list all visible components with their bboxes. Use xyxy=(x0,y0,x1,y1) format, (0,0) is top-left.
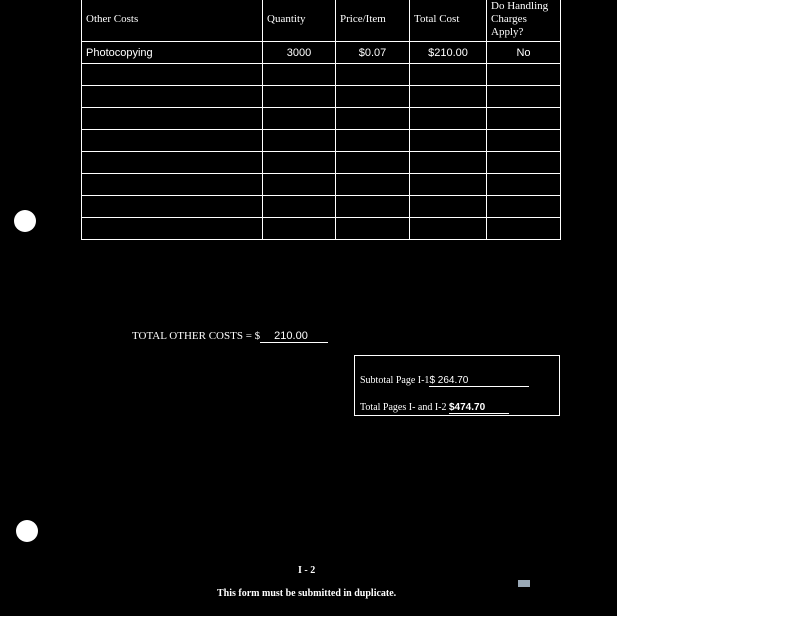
table-row xyxy=(82,152,561,174)
table-cell xyxy=(410,86,487,108)
table-cell xyxy=(336,130,410,152)
table-cell xyxy=(82,218,263,240)
table-cell xyxy=(487,152,561,174)
column-header: Total Cost xyxy=(410,0,487,42)
table-cell xyxy=(263,108,336,130)
table-cell xyxy=(410,108,487,130)
table-cell xyxy=(82,174,263,196)
column-header: Price/Item xyxy=(336,0,410,42)
column-header: Quantity xyxy=(263,0,336,42)
total-other-costs-value: 210.00 xyxy=(260,330,328,343)
table-cell xyxy=(410,174,487,196)
table-cell xyxy=(82,152,263,174)
total-pages-label: Total Pages I- and I-2 xyxy=(360,402,447,413)
summary-box xyxy=(354,355,560,416)
table-cell xyxy=(82,196,263,218)
table-cell xyxy=(336,174,410,196)
column-header: Do Handling Charges Apply? xyxy=(487,0,561,42)
table-cell xyxy=(82,130,263,152)
total-pages-value: $474.70 xyxy=(449,402,509,414)
table-cell xyxy=(410,152,487,174)
table-cell xyxy=(487,196,561,218)
table-cell xyxy=(410,196,487,218)
table-cell xyxy=(263,196,336,218)
total-other-costs-label: TOTAL OTHER COSTS = $ xyxy=(132,330,261,342)
table-cell xyxy=(263,130,336,152)
page-number: I - 2 xyxy=(298,565,316,576)
table-row xyxy=(82,218,561,240)
table-cell xyxy=(263,174,336,196)
table-row xyxy=(82,196,561,218)
table-cell xyxy=(263,64,336,86)
table-cell: Photocopying xyxy=(82,42,263,64)
table-cell: $210.00 xyxy=(410,42,487,64)
table-cell xyxy=(263,218,336,240)
table-cell: 3000 xyxy=(263,42,336,64)
table-cell xyxy=(263,86,336,108)
table-cell xyxy=(336,64,410,86)
table-cell xyxy=(487,174,561,196)
table-cell xyxy=(82,108,263,130)
table-row xyxy=(82,42,561,64)
total-pages-line xyxy=(360,402,509,414)
table-row xyxy=(82,174,561,196)
table-cell xyxy=(336,218,410,240)
table-cell xyxy=(487,130,561,152)
table-cell xyxy=(336,86,410,108)
table-row xyxy=(82,130,561,152)
binder-hole xyxy=(14,210,36,232)
subtotal-line xyxy=(360,375,529,387)
scan-mark xyxy=(518,580,530,587)
footer-note: This form must be submitted in duplicate. xyxy=(217,588,397,599)
table-cell xyxy=(487,86,561,108)
binder-hole xyxy=(16,520,38,542)
table-cell xyxy=(82,86,263,108)
table-cell xyxy=(410,130,487,152)
subtotal-label: Subtotal Page I-1 xyxy=(360,375,430,386)
table-cell xyxy=(336,152,410,174)
table-cell: No xyxy=(487,42,561,64)
other-costs-table xyxy=(81,0,561,240)
table-cell xyxy=(82,64,263,86)
table-cell xyxy=(263,152,336,174)
table-cell xyxy=(336,196,410,218)
table-header-row xyxy=(82,0,561,42)
table-cell: $0.07 xyxy=(336,42,410,64)
table-cell xyxy=(487,64,561,86)
column-header: Other Costs xyxy=(82,0,263,42)
table-cell xyxy=(487,218,561,240)
table-cell xyxy=(336,108,410,130)
table-row xyxy=(82,108,561,130)
table-cell xyxy=(410,218,487,240)
table-cell xyxy=(487,108,561,130)
total-other-costs xyxy=(132,330,328,343)
table-cell xyxy=(410,64,487,86)
subtotal-value: $ 264.70 xyxy=(429,375,529,387)
table-row xyxy=(82,86,561,108)
table-row xyxy=(82,64,561,86)
